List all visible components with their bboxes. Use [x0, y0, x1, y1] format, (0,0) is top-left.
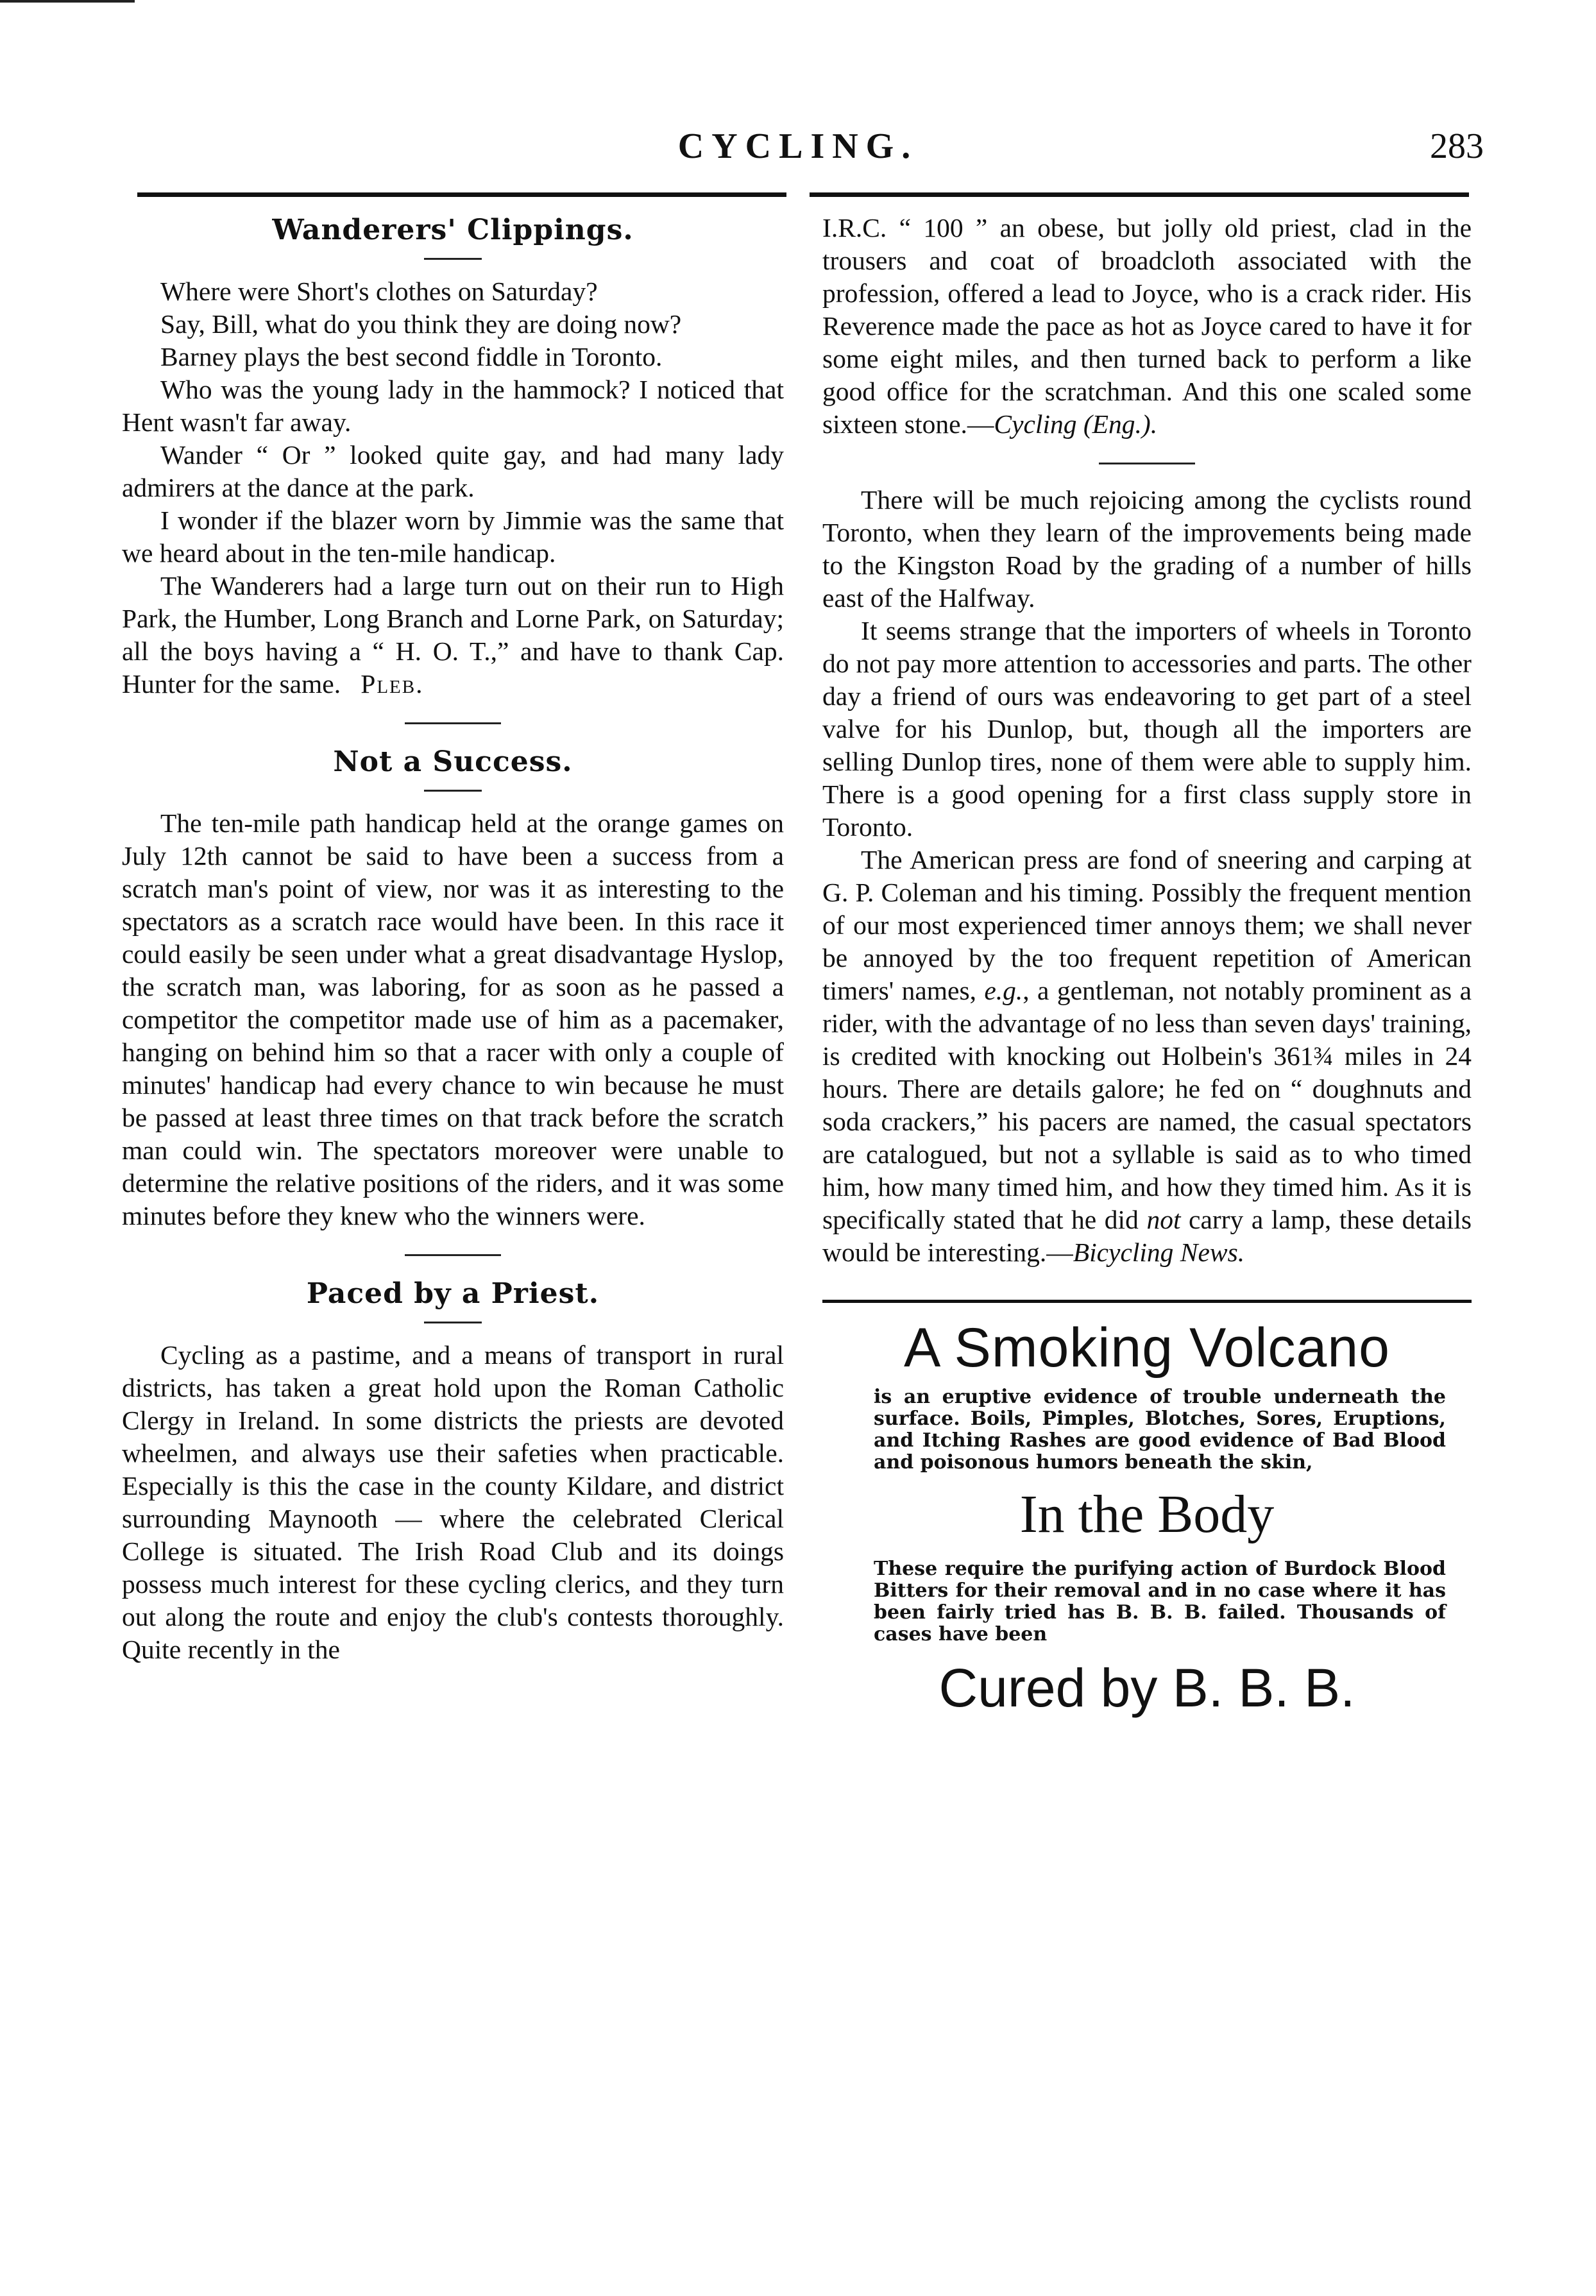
corner-mark [0, 0, 135, 3]
paragraph: It seems strange that the importers of wheels in Toronto do not pay more attention to accessories and parts. The other day a friend of ours was endeavoring to get part of a steel valve for his Dunlop, but, though all the importers are selling Dunlop tires, none of them were able to supply him. There is a good opening for a first class supply store in Toronto. [822, 616, 1472, 842]
paragraph-text: carry a lamp, these details would be interesting.— [822, 1205, 1472, 1267]
header-rule-left [137, 192, 786, 197]
page-number: 283 [1430, 126, 1484, 166]
right-column [822, 212, 1472, 1720]
emphasis: not [1146, 1205, 1181, 1234]
source-citation: Cycling (Eng.). [994, 409, 1158, 439]
paragraph: Wander “ Or ” looked quite gay, and had many lady admirers at the dance at the park. [122, 440, 784, 502]
emphasis: e.g. [984, 976, 1023, 1005]
advertisement-rule [822, 1300, 1472, 1303]
paragraph: There will be much rejoicing among the cyclists round Toronto, when they learn of the improvements being made to the Kingston Road by the grading of a number of hills east of the Halfway. [822, 485, 1472, 613]
paragraph: I wonder if the blazer worn by Jimmie was the same that we heard about in the ten-mile handicap. [122, 506, 784, 568]
running-head [0, 126, 1596, 183]
paragraph: Barney plays the best second fiddle in Toronto. [160, 342, 663, 371]
section-separator [1099, 463, 1195, 464]
paragraph: Say, Bill, what do you think they are doing now? [160, 309, 682, 339]
ad-headline: A Smoking Volcano [903, 1317, 1391, 1379]
header-rule-right [810, 192, 1469, 197]
paragraph: Cycling as a pastime, and a means of transport in rural districts, has taken a great hold upon the Roman Catholic Clergy in Ireland. In some districts the priests are devoted wheelmen, and always use their safeties when practicable. Especially is this the case in the county Kildare, and district surrounding Maynooth — where the celebrated Clerical College is situated. The Irish Road Club and its doings possess much interest for these cycling clerics, and they turn out along the route and enjoy the club's contests thoroughly. Quite recently in the [122, 1340, 784, 1664]
ad-call-to-action: Cured by B. B. B. [938, 1658, 1355, 1718]
paragraph-text: , a gentleman, not notably prominent as a rider, with the advantage of no less than seven days' training, is credited with knocking out Holbein's 361¾ miles in 24 hours. There are details galore; he fed on “ doughnuts and soda crackers,” his pacers are named, the casual spectators are catalogued, but not a syllable is said as to who timed him, how many timed him, and how they timed him. As it is specifically stated that he did [822, 976, 1472, 1234]
paragraph: Where were Short's clothes on Saturday? [160, 276, 598, 306]
heading-rule [424, 790, 482, 792]
section-heading-not-a-success: Not a Success. [333, 745, 573, 778]
section-separator [405, 1254, 501, 1256]
paragraph: The ten-mile path handicap held at the orange games on July 12th cannot be said to have been a success from a scratch man's point of view, nor was it as interesting to the spectators as a scratch race would have been. In this race it could easily be seen under what a great disadvantage Hyslop, the scratch man, was laboring, for as soon as he passed a competitor the competitor made use of him as a pacemaker, hanging on behind him so that a racer with only a couple of minutes' handicap had every chance to win because he must be passed at least three times on that track before the scratch man could win. The spectators moreover were unable to determine the relative positions of the riders, and it was some minutes before they knew who the winners were. [122, 808, 784, 1230]
section-heading-wanderers: Wanderers' Clippings. [272, 214, 634, 246]
source-citation: Bicycling News. [1073, 1237, 1245, 1267]
paragraph-text: The Wanderers had a large turn out on their run to High Park, the Humber, Long Branch and Lorne Park, on Saturday; all the boys having a “ H. O. T.,” and have to thank Cap. Hunter for the same. [122, 571, 784, 699]
paragraph-continued [822, 212, 1472, 441]
section-heading-paced-by-a-priest: Paced by a Priest. [306, 1277, 600, 1310]
ad-text: These require the purifying action of Burdock Blood Bitters for their removal and in no case where it has been fairly tried has B. B. B. failed. Thousands of cases have been [874, 1558, 1446, 1645]
paragraph-text: The American press are fond of sneering and carping at G. P. Coleman and his timing. Possibly the frequent mention of our most experienced timer annoys them; we shall never be annoyed by the too frequent repetition of American timers' names, [822, 845, 1472, 1005]
left-column [122, 212, 784, 1666]
journal-title: CYCLING. [677, 126, 919, 166]
ad-subhead: In the Body [1019, 1484, 1275, 1544]
author-signature: Pleb. [361, 669, 424, 699]
heading-rule [424, 258, 482, 260]
heading-rule [424, 1322, 482, 1323]
paragraph-text: I.R.C. “ 100 ” an obese, but jolly old priest, clad in the trousers and coat of broadcloth associated with the profession, offered a lead to Joyce, who is a crack rider. His Reverence made the pace as hot as Joyce cared to have it for some eight miles, and then turned back to perform a like good office for the scratchman. And this one scaled some sixteen stone.— [822, 213, 1472, 439]
ad-text: is an eruptive evidence of trouble underneath the surface. Boils, Pimples, Blotches, Sores, Eruptions, and Itching Rashes are good evidence of Bad Blood and poisonous humors beneath the skin, [874, 1386, 1446, 1474]
paragraph [122, 570, 784, 701]
paragraph: Who was the young lady in the hammock? I noticed that Hent wasn't far away. [122, 375, 784, 437]
advertisement [822, 1314, 1472, 1720]
section-separator [405, 722, 501, 724]
paragraph [822, 844, 1472, 1269]
